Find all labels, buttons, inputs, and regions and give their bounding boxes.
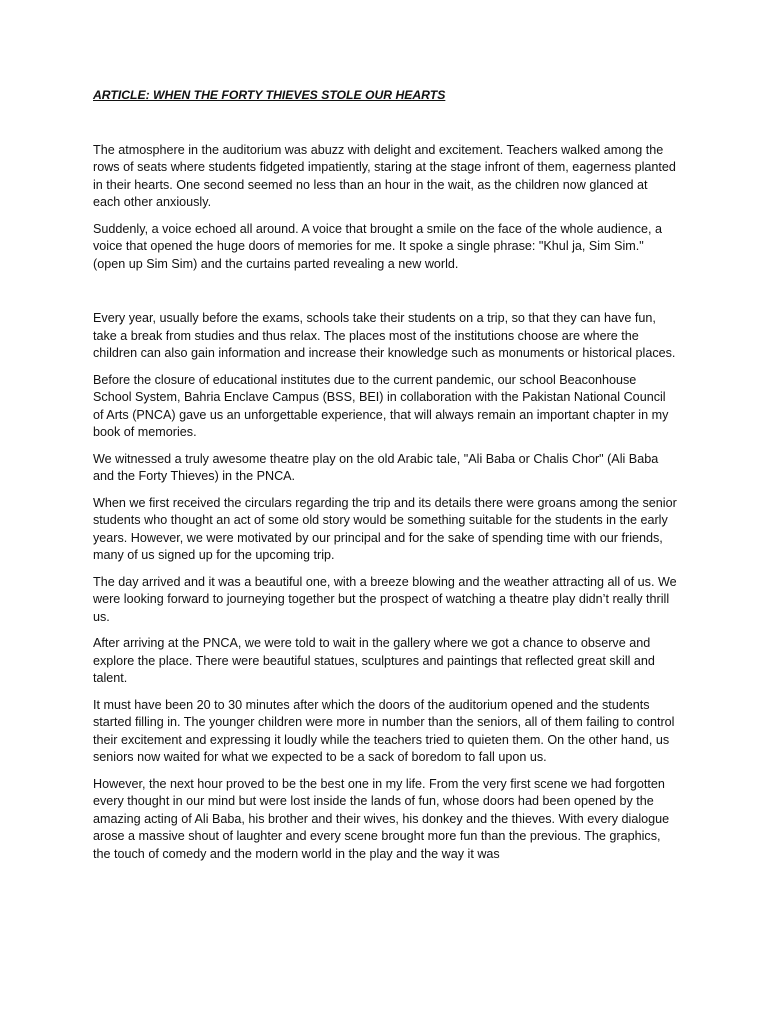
paragraph-1: The atmosphere in the auditorium was abuzz with delight and excitement. Teachers walked among the rows of seats where students fidgeted impatiently, staring at the stage infront of them, eagerness planted in their hearts. One second seemed no less than an hour in the wait, as the children now glanced at each other anxiously. [93,142,676,209]
paragraph-3: Every year, usually before the exams, schools take their students on a trip, so that they can have fun, take a break from studies and thus relax. The places most of the institutions choose are where the children can also gain information and increase their knowledge such as monuments or historical places. [93,311,676,360]
paragraph-6: When we first received the circulars regarding the trip and its details there were groans among the senior students who thought an act of some old story would be something suitable for the students in the early years. However, we were motivated by our principal and for the sake of spending time with our friends, many of us signed up for the upcoming trip. [93,495,677,562]
paragraph-9: It must have been 20 to 30 minutes after which the doors of the auditorium opened and the students started filling in. The younger children were more in number than the seniors, all of them failing to control their excitement and expressing it loudly while the teachers tried to quieten them. On the other hand, us seniors now waited for what we expected to be a sack of boredom to fall upon us. [93,697,675,764]
paragraph-5: We witnessed a truly awesome theatre play on the old Arabic tale, "Ali Baba or Chalis Chor" (Ali Baba and the Forty Thieves) in the PNCA. [93,451,659,483]
paragraph-2: Suddenly, a voice echoed all around. A voice that brought a smile on the face of the whole audience, a voice that opened the huge doors of memories for me. It spoke a single phrase: "Khul ja, Sim Sim." (open up Sim Sim) and the curtains parted revealing a new world. [93,221,662,271]
paragraph-10: However, the next hour proved to be the best one in my life. From the very first scene we had forgotten every thought in our mind but were lost inside the lands of fun, whose doors had been opened by the amazing acting of Ali Baba, his brother and their wives, his donkey and the thieves. With every dialogue arose a massive shout of laughter and every scene brought more fun than the previous. The graphics, the touch of comedy and the modern world in the play and the way it was [93,776,670,861]
article-body [93,87,678,872]
paragraph-4: Before the closure of educational institutes due to the current pandemic, our school Beaconhouse School System, Bahria Enclave Campus (BSS, BEI) in collaboration with the Pakistan National Council of Arts (PNCA) gave us an unforgettable experience, that will always remain an important chapter in my book of memories. [93,372,669,439]
paragraph-7: The day arrived and it was a beautiful one, with a breeze blowing and the weather attracting all of us. We were looking forward to journeying together but the prospect of watching a theatre play didn’t really thrill us. [93,574,677,624]
article-title: ARTICLE: WHEN THE FORTY THIEVES STOLE OUR HEARTS [93,88,446,102]
blank-line [93,282,678,310]
paragraph-8: After arriving at the PNCA, we were told to wait in the gallery where we got a chance to observe and explore the place. There were beautiful statues, sculptures and paintings that reflected great skill and talent. [93,636,655,685]
